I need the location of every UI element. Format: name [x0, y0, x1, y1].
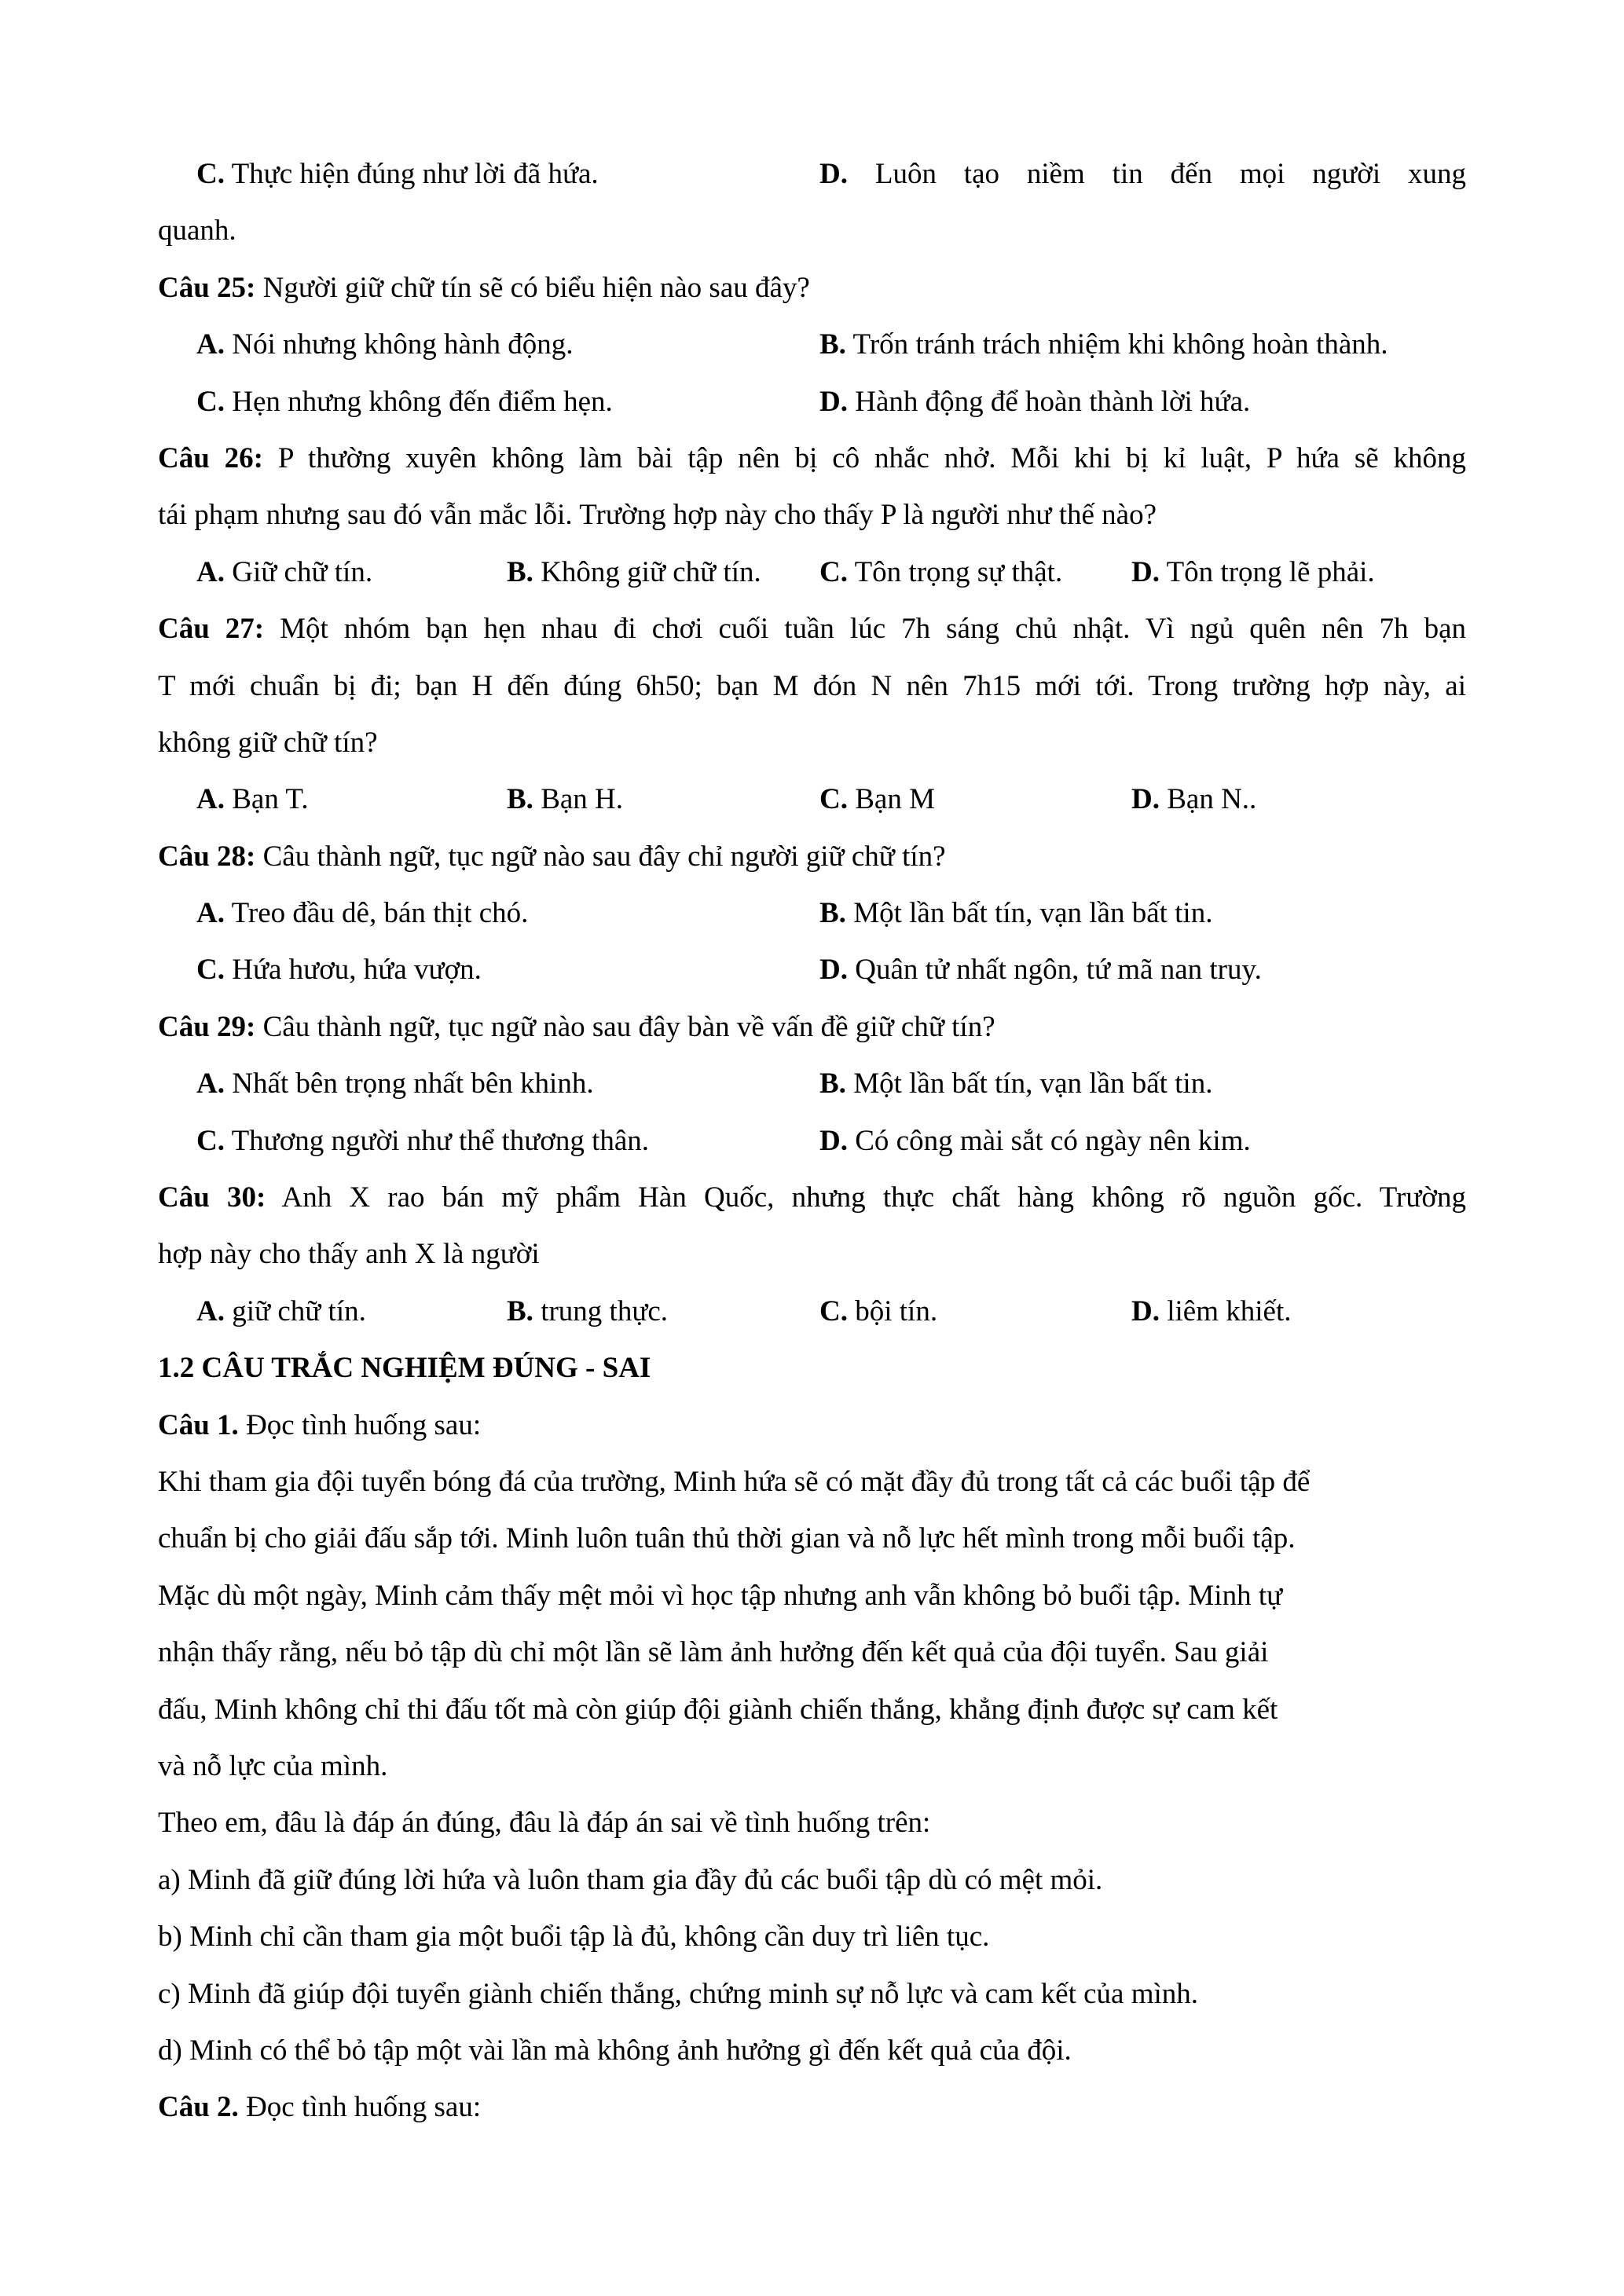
q25-options-row-1 — [158, 317, 1466, 373]
question-text: Đọc tình huống sau: — [246, 2091, 482, 2124]
q27-option-c — [819, 771, 935, 828]
option-label: D. — [819, 1124, 848, 1157]
option-label: C. — [196, 1124, 225, 1157]
q24-option-d-continued: quanh. — [158, 214, 236, 247]
q28-option-c — [196, 942, 482, 998]
question-label: Câu 1. — [158, 1408, 239, 1441]
question-label: Câu 26: — [158, 441, 263, 474]
q25-option-a — [196, 317, 573, 373]
tf1-statement-a: a) Minh đã giữ đúng lời hứa và luôn tham gia đầy đủ các buổi tập dù có mệt mỏi. — [158, 1863, 1103, 1896]
option-label: A. — [196, 1067, 225, 1100]
option-label: C. — [196, 385, 225, 418]
option-text: Luôn tạo niềm tin đến mọi người xung — [874, 158, 1467, 190]
option-text: liêm khiết. — [1167, 1294, 1292, 1327]
tf1-story-line: Mặc dù một ngày, Minh cảm thấy mệt mỏi vì học tập nhưng anh vẫn không bỏ buổi tập. Minh tự — [158, 1579, 1283, 1612]
q26-option-b — [507, 544, 761, 601]
q30-question — [158, 1170, 1466, 1226]
question-text: Người giữ chữ tín sẽ có biểu hiện nào sau đây? — [262, 271, 810, 304]
option-text: Bạn H. — [541, 783, 624, 816]
tf1-story-line: đấu, Minh không chỉ thi đấu tốt mà còn giúp đội giành chiến thắng, khẳng định được sự cam kết — [158, 1693, 1278, 1726]
question-label: Câu 28: — [158, 840, 256, 873]
option-label: D. — [1131, 555, 1160, 588]
option-label: D. — [1131, 783, 1160, 816]
question-text: Câu thành ngữ, tục ngữ nào sau đây bàn về vấn đề giữ chữ tín? — [262, 1010, 995, 1043]
q30-option-a — [196, 1283, 366, 1340]
option-text: Thương người như thể thương thân. — [231, 1124, 650, 1157]
q25-option-c — [196, 374, 613, 430]
q30-question-continued: hợp này cho thấy anh X là người — [158, 1238, 540, 1271]
option-text: Có công mài sắt có ngày nên kim. — [855, 1124, 1251, 1157]
option-text: Hứa hươu, hứa vượn. — [232, 954, 482, 987]
option-label: C. — [819, 783, 848, 816]
option-text: Trốn tránh trách nhiệm khi không hoàn thành. — [852, 328, 1388, 361]
option-label: A. — [196, 555, 225, 588]
option-label: C. — [819, 555, 848, 588]
option-text: Giữ chữ tín. — [232, 555, 373, 588]
option-label: A. — [196, 783, 225, 816]
q25-options-row-2 — [158, 374, 1466, 430]
q24-option-d — [819, 146, 1466, 203]
q29-question — [158, 999, 1466, 1056]
q29-option-b — [819, 1056, 1212, 1112]
option-text: Treo đầu dê, bán thịt chó. — [231, 897, 529, 930]
option-label: B. — [507, 783, 533, 816]
question-label: Câu 29: — [158, 1010, 256, 1043]
q29-options-row-1 — [158, 1056, 1466, 1112]
q27-options-row — [158, 771, 1466, 828]
option-text: Nhất bên trọng nhất bên khinh. — [232, 1067, 594, 1100]
tf1-statement-d: d) Minh có thể bỏ tập một vài lần mà không ảnh hưởng gì đến kết quả của đội. — [158, 2034, 1072, 2067]
q30-options-row — [158, 1283, 1466, 1340]
option-text: Tôn trọng lẽ phải. — [1166, 555, 1375, 588]
tf1-prompt: Theo em, đâu là đáp án đúng, đâu là đáp án sai về tình huống trên: — [158, 1807, 931, 1840]
option-label: A. — [196, 897, 225, 930]
option-label: D. — [1131, 1294, 1160, 1327]
option-text: Thực hiện đúng như lời đã hứa. — [231, 158, 599, 190]
q26-option-d — [1131, 544, 1375, 601]
question-label: Câu 2. — [158, 2091, 239, 2124]
option-text: Tôn trọng sự thật. — [854, 555, 1063, 588]
question-text: Câu thành ngữ, tục ngữ nào sau đây chỉ người giữ chữ tín? — [262, 840, 946, 873]
q26-question — [158, 430, 1466, 487]
q24-option-c — [196, 146, 599, 203]
section-heading — [158, 1340, 1466, 1397]
tf1-story-line: nhận thấy rằng, nếu bỏ tập dù chỉ một lần sẽ làm ảnh hưởng đến kết quả của đội tuyển. Sau giải — [158, 1636, 1269, 1669]
q28-option-b — [819, 885, 1212, 942]
option-text: Không giữ chữ tín. — [541, 555, 761, 588]
option-text: Nói nhưng không hành động. — [232, 328, 574, 361]
q27-question-continued-2: không giữ chữ tín? — [158, 726, 378, 759]
option-label: B. — [819, 897, 846, 930]
q30-option-d — [1131, 1283, 1291, 1340]
q27-question-continued: T mới chuẩn bị đi; bạn H đến đúng 6h50; bạn M đón N nên 7h15 mới tới. Trong trường hợp này, ai — [158, 669, 1466, 702]
q27-option-a — [196, 771, 309, 828]
option-text: Quân tử nhất ngôn, tứ mã nan truy. — [855, 954, 1262, 987]
q25-option-d — [819, 374, 1250, 430]
option-label: C. — [819, 1294, 848, 1327]
question-text: P thường xuyên không làm bài tập nên bị cô nhắc nhở. Mỗi khi bị kỉ luật, P hứa sẽ không — [277, 441, 1466, 474]
q28-option-d — [819, 942, 1262, 998]
q28-question — [158, 829, 1466, 885]
q26-option-a — [196, 544, 372, 601]
option-label: C. — [196, 158, 225, 190]
q28-options-row-1 — [158, 885, 1466, 942]
q24-options-row — [158, 146, 1466, 203]
option-text: Hành động để hoàn thành lời hứa. — [855, 385, 1251, 418]
option-label: D. — [819, 158, 848, 190]
tf1-statement-c: c) Minh đã giúp đội tuyển giành chiến thắng, chứng minh sự nỗ lực và cam kết của mình. — [158, 1977, 1199, 2010]
option-label: B. — [507, 555, 533, 588]
option-label: A. — [196, 1294, 225, 1327]
tf2-question — [158, 2079, 1466, 2136]
q27-option-b — [507, 771, 623, 828]
question-text: Đọc tình huống sau: — [246, 1408, 482, 1441]
option-text: Một lần bất tín, vạn lần bất tin. — [853, 897, 1213, 930]
option-label: D. — [819, 385, 848, 418]
q25-question — [158, 260, 1466, 317]
q30-option-b — [507, 1283, 668, 1340]
q25-option-b — [819, 317, 1388, 373]
q27-option-d — [1131, 771, 1256, 828]
option-label: C. — [196, 954, 225, 987]
tf1-story-line: Khi tham gia đội tuyển bóng đá của trường, Minh hứa sẽ có mặt đầy đủ trong tất cả các buổi tập để — [158, 1465, 1311, 1498]
document-page — [158, 146, 1466, 2137]
tf1-story-line: và nỗ lực của mình. — [158, 1749, 388, 1782]
option-text: Bạn T. — [232, 783, 309, 816]
question-label: Câu 27: — [158, 613, 265, 646]
option-text: Bạn M — [855, 783, 935, 816]
option-label: D. — [819, 954, 848, 987]
option-text: Hẹn nhưng không đến điểm hẹn. — [232, 385, 613, 418]
q28-options-row-2 — [158, 942, 1466, 998]
tf1-statement-b: b) Minh chỉ cần tham gia một buổi tập là đủ, không cần duy trì liên tục. — [158, 1921, 990, 1954]
option-text: Bạn N.. — [1167, 783, 1257, 816]
option-text: giữ chữ tín. — [232, 1294, 366, 1327]
tf1-story-line: chuẩn bị cho giải đấu sắp tới. Minh luôn tuân thủ thời gian và nỗ lực hết mình trong mỗi buổi tập. — [158, 1522, 1296, 1555]
option-label: B. — [819, 328, 846, 361]
option-label: B. — [507, 1294, 533, 1327]
q29-options-row-2 — [158, 1113, 1466, 1170]
question-label: Câu 25: — [158, 271, 256, 304]
q30-option-c — [819, 1283, 937, 1340]
q27-question — [158, 601, 1466, 657]
q26-question-continued: tái phạm nhưng sau đó vẫn mắc lỗi. Trường hợp này cho thấy P là người như thế nào? — [158, 499, 1157, 532]
q29-option-c — [196, 1113, 649, 1170]
tf1-question — [158, 1397, 1466, 1454]
q26-option-c — [819, 544, 1062, 601]
question-text: Anh X rao bán mỹ phẩm Hàn Quốc, nhưng thực chất hàng không rõ nguồn gốc. Trường — [281, 1181, 1466, 1214]
q28-option-a — [196, 885, 528, 942]
option-text: Một lần bất tín, vạn lần bất tin. — [853, 1067, 1213, 1100]
q29-option-a — [196, 1056, 594, 1112]
option-label: B. — [819, 1067, 846, 1100]
option-text: trung thực. — [541, 1294, 669, 1327]
q26-options-row — [158, 544, 1466, 601]
option-text: bội tín. — [855, 1294, 938, 1327]
option-label: A. — [196, 328, 225, 361]
section-heading-text: 1.2 CÂU TRẮC NGHIỆM ĐÚNG - SAI — [158, 1352, 651, 1385]
question-label: Câu 30: — [158, 1181, 266, 1214]
question-text: Một nhóm bạn hẹn nhau đi chơi cuối tuần lúc 7h sáng chủ nhật. Vì ngủ quên nên 7h bạn — [280, 613, 1466, 646]
q29-option-d — [819, 1113, 1251, 1170]
